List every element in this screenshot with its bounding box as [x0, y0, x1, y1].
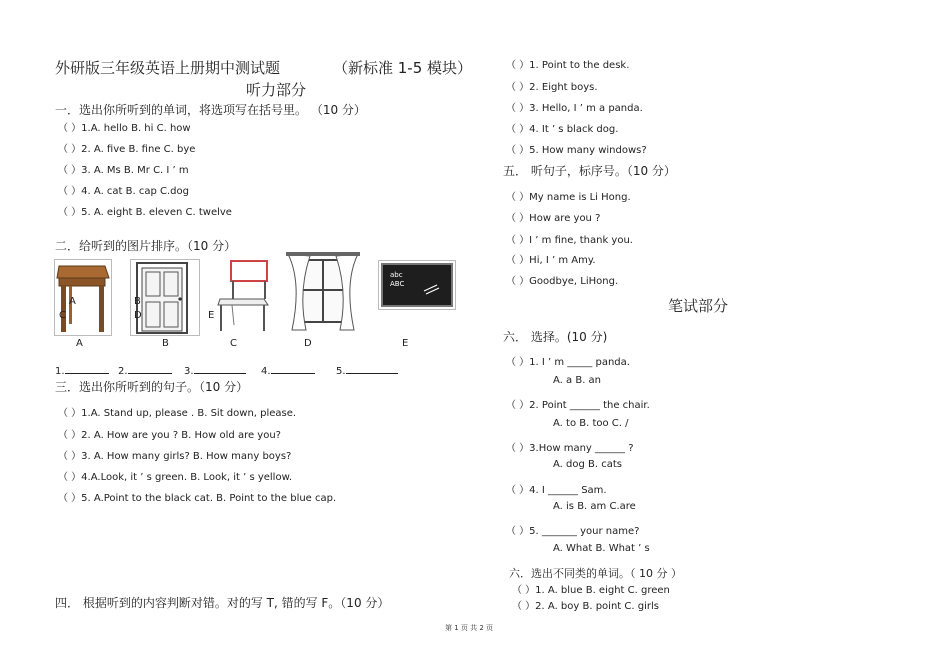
section-2-heading: 二．给听到的图片排序。（10 分） — [55, 239, 237, 253]
s1-item: （ ）2. A. five B. fine C. bye — [58, 144, 196, 155]
s6-question: （ ）4. I ______ Sam. — [506, 485, 607, 496]
board-text: ABC — [390, 280, 405, 288]
s6-options: A. is B. am C.are — [553, 501, 636, 512]
section-7-heading: 六．选出不同类的单词。（ 10 分 ） — [509, 567, 682, 580]
picture-inner-label: B — [134, 296, 141, 307]
s5-item: （ ）How are you ? — [506, 213, 601, 224]
order-blank-label: 4. — [261, 366, 271, 377]
order-blank[interactable] — [118, 366, 172, 377]
s3-item: （ ）5. A.Point to the black cat. B. Point to the blue cap. — [58, 493, 337, 504]
order-blank[interactable] — [336, 366, 398, 377]
order-blank[interactable] — [261, 366, 315, 377]
order-blank-label: 3. — [184, 366, 194, 377]
picture-label: A — [76, 338, 83, 349]
order-blank-label: 2. — [118, 366, 128, 377]
picture-inner-label: E — [208, 310, 215, 321]
s7-item: （ ）1. A. blue B. eight C. green — [512, 585, 670, 596]
board-text: abc — [390, 271, 403, 279]
s6-options: A. What B. What ’ s — [553, 543, 650, 554]
picture-inner-label: A — [69, 296, 76, 307]
blackboard-picture — [378, 260, 456, 310]
picture-inner-label: D — [134, 310, 142, 321]
s6-options: A. a B. an — [553, 375, 602, 386]
listening-part-title: 听力部分 — [246, 81, 307, 99]
s6-options: A. to B. too C. / — [553, 418, 629, 429]
chair-picture — [212, 259, 272, 334]
order-blank[interactable] — [55, 366, 109, 377]
s5-item: （ ）I ’ m fine, thank you. — [506, 235, 633, 246]
picture-label: E — [402, 338, 409, 349]
exam-edition: （新标准 1-5 模块） — [333, 59, 473, 77]
window-picture — [284, 252, 362, 334]
s1-item: （ ）5. A. eight B. eleven C. twelve — [58, 207, 232, 218]
s3-item: （ ）2. A. How are you ? B. How old are you? — [58, 430, 281, 441]
s4-item: （ ）4. It ’ s black dog. — [506, 124, 619, 135]
section-4-heading: 四． 根据听到的内容判断对错。对的写 T, 错的写 F。（10 分） — [55, 596, 390, 610]
s1-item: （ ）1.A. hello B. hi C. how — [58, 123, 191, 134]
s6-question: （ ）2. Point ______ the chair. — [506, 400, 650, 411]
s5-item: （ ）My name is Li Hong. — [506, 192, 631, 203]
section-1-heading: 一．选出你所听到的单词，将选项写在括号里。 （10 分） — [55, 103, 366, 117]
order-blank-label: 5. — [336, 366, 346, 377]
picture-label: C — [230, 338, 237, 349]
order-blank[interactable] — [184, 366, 246, 377]
page-footer: 第 1 页 共 2 页 — [445, 624, 494, 632]
s3-item: （ ）1.A. Stand up, please . B. Sit down, please. — [58, 408, 297, 419]
picture-label: B — [162, 338, 169, 349]
s5-item: （ ）Goodbye, LiHong. — [506, 276, 619, 287]
s4-item: （ ）3. Hello, I ’ m a panda. — [506, 103, 643, 114]
s3-item: （ ）3. A. How many girls? B. How many boys? — [58, 451, 292, 462]
s5-item: （ ）Hi, I ’ m Amy. — [506, 255, 596, 266]
picture-inner-label: C — [59, 310, 66, 321]
section-5-heading: 五． 听句子，标序号。（10 分） — [503, 164, 676, 178]
s3-item: （ ）4.A.Look, it ’ s green. B. Look, it ’ s yellow. — [58, 472, 293, 483]
s6-question: （ ）5. _______ your name? — [506, 526, 640, 537]
s1-item: （ ）4. A. cat B. cap C.dog — [58, 186, 189, 197]
exam-title: 外研版三年级英语上册期中测试题 — [55, 59, 281, 77]
order-blank-label: 1. — [55, 366, 65, 377]
s4-item: （ ）5. How many windows? — [506, 145, 647, 156]
desk-picture — [54, 259, 112, 336]
picture-label: D — [304, 338, 312, 349]
s6-question: （ ）1. I ’ m _____ panda. — [506, 357, 630, 368]
section-6-heading: 六． 选择。(10 分) — [503, 330, 608, 344]
s4-item: （ ）2. Eight boys. — [506, 82, 598, 93]
section-3-heading: 三．选出你所听到的句子。（10 分） — [55, 380, 249, 394]
s7-item: （ ）2. A. boy B. point C. girls — [512, 601, 659, 612]
written-part-title: 笔试部分 — [668, 297, 729, 315]
s6-options: A. dog B. cats — [553, 459, 622, 470]
s4-item: （ ）1. Point to the desk. — [506, 60, 630, 71]
s6-question: （ ）3.How many ______ ? — [506, 443, 634, 454]
s1-item: （ ）3. A. Ms B. Mr C. I ’ m — [58, 165, 189, 176]
